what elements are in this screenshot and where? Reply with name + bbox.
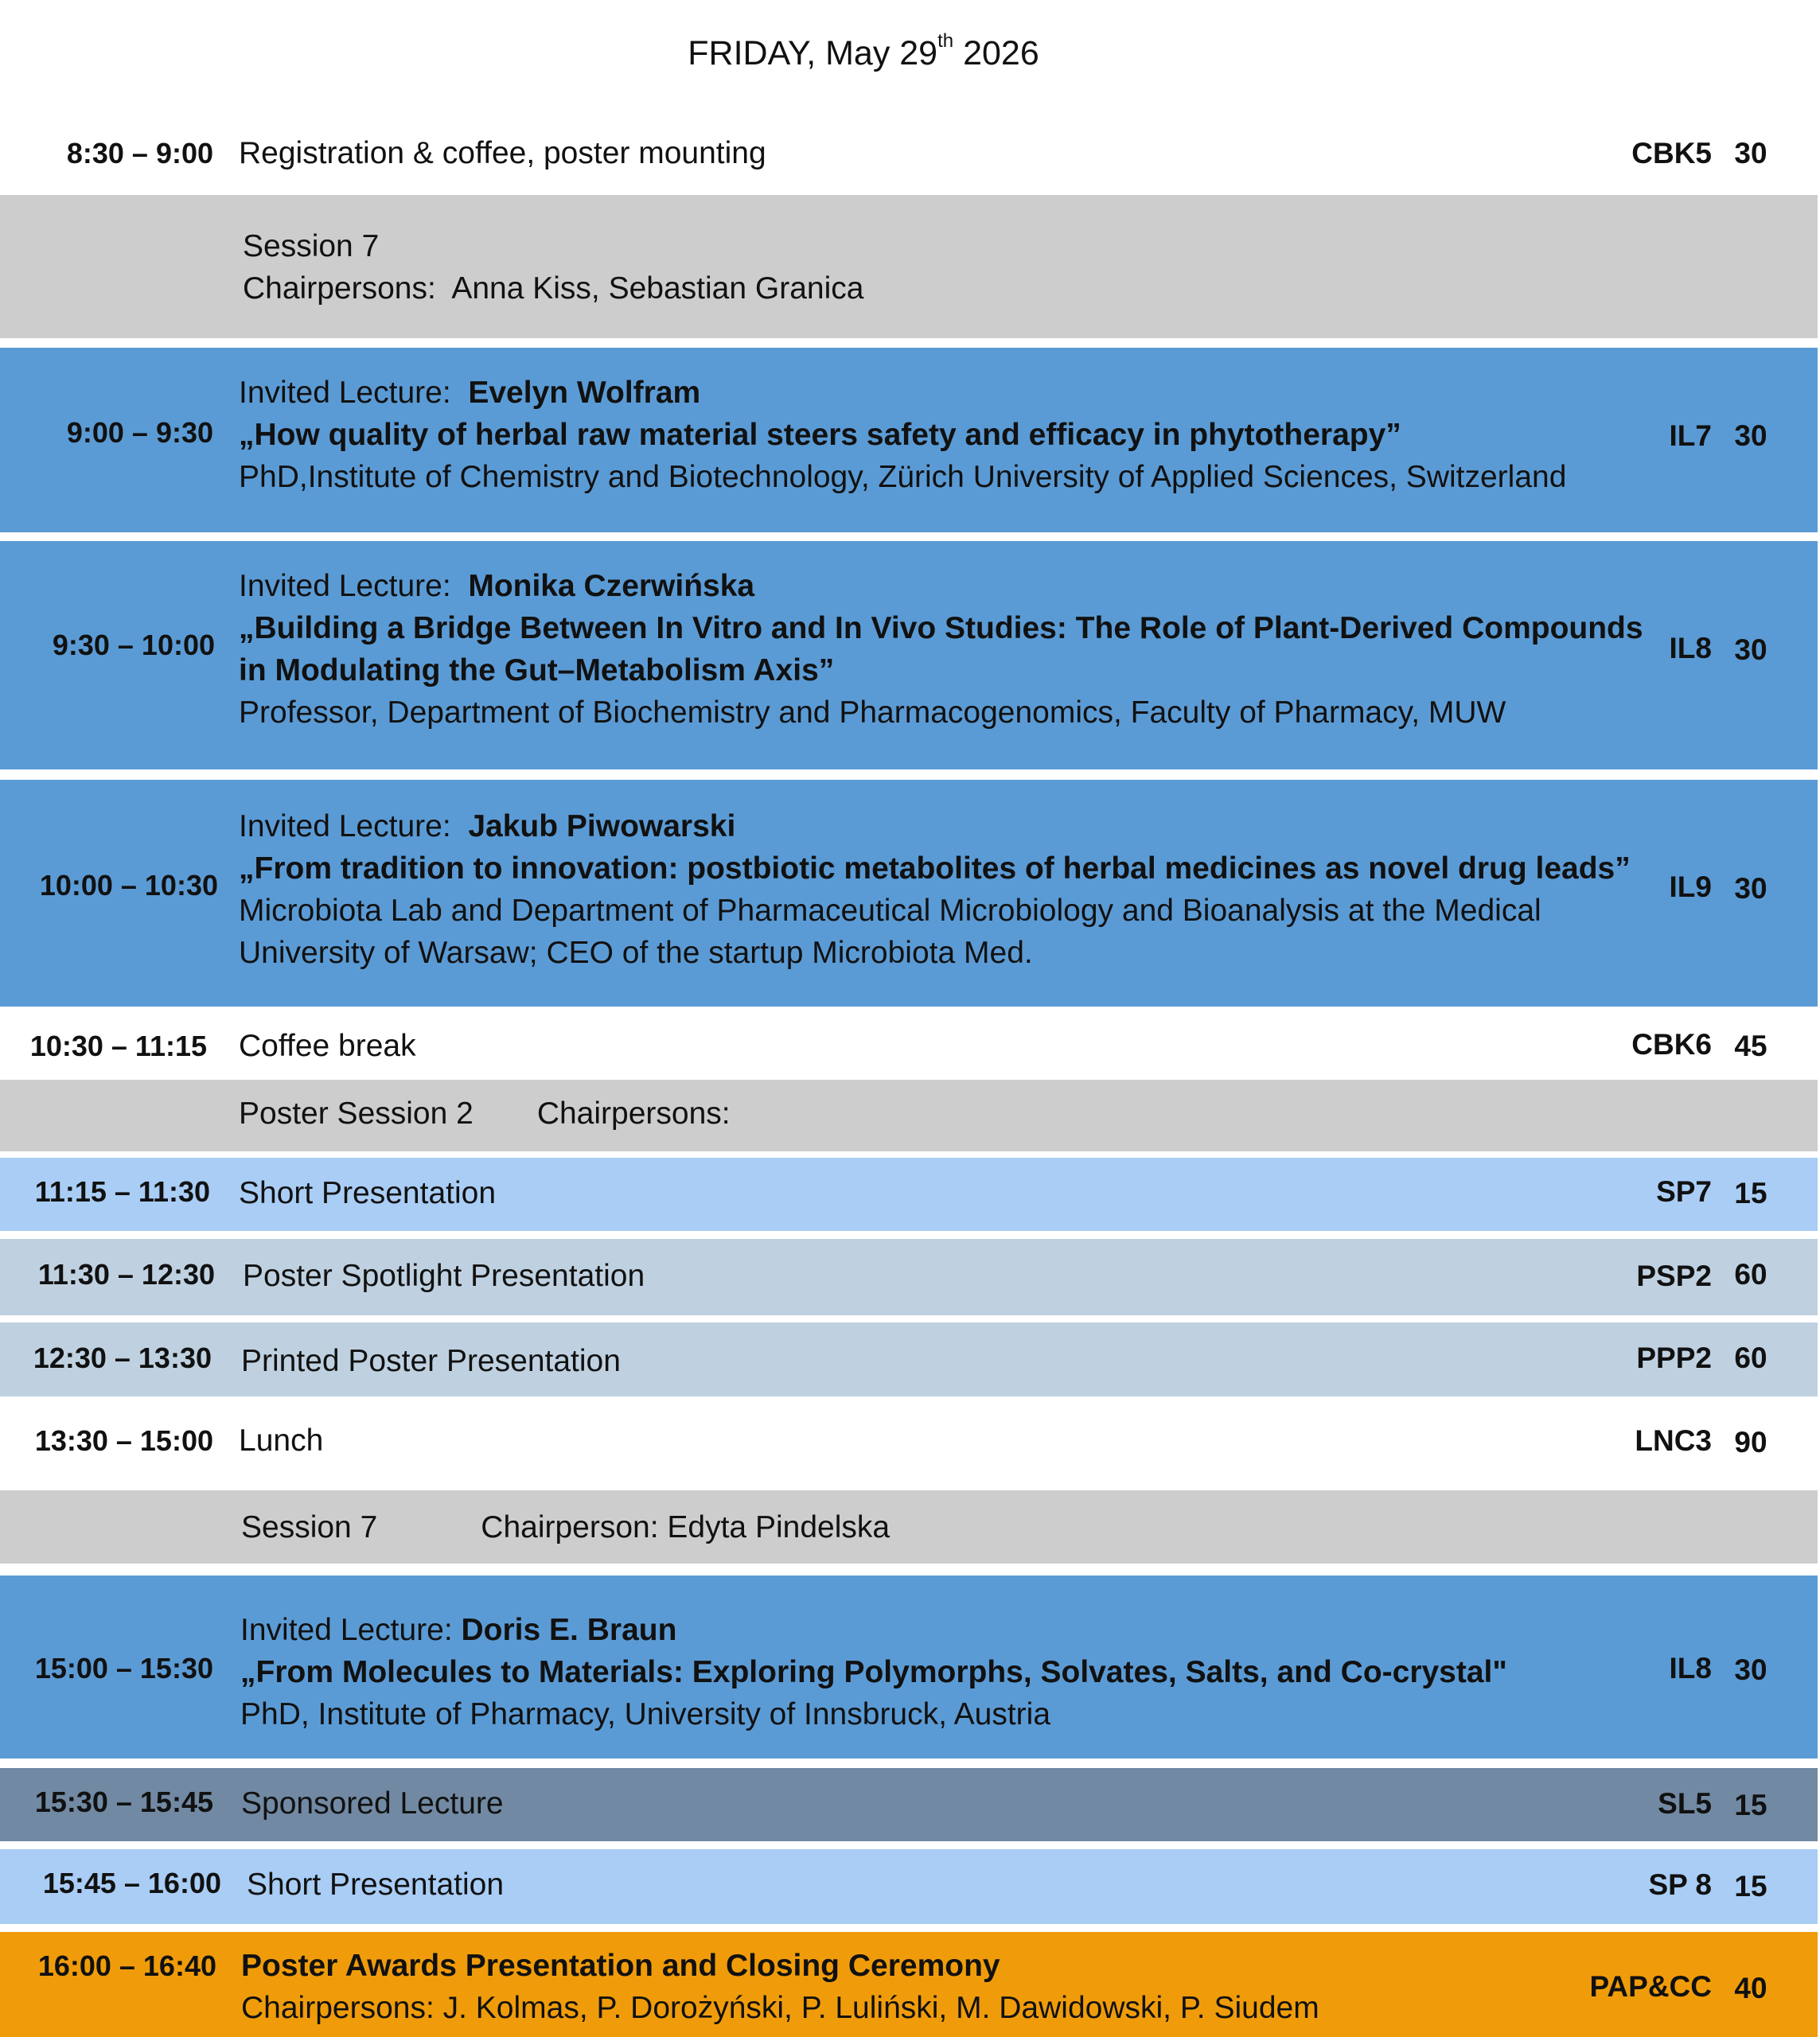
printed-poster-row <box>0 1322 1818 1396</box>
time-label: 9:30 – 10:00 <box>52 629 215 661</box>
short-presentation-row <box>0 1849 1818 1924</box>
lecture-kind: Invited Lecture: <box>239 569 451 603</box>
entry-title: Short Presentation <box>239 1176 497 1210</box>
entry-duration: 30 <box>1734 872 1767 905</box>
entry-duration: 40 <box>1734 1972 1767 2004</box>
entry-duration: 60 <box>1734 1342 1767 1374</box>
lecture-content <box>240 1609 1641 1735</box>
lecture-affiliation: Professor, Department of Biochemistry and Pharmacogenomics, Faculty of Pharmacy, MUW <box>239 695 1506 730</box>
entry-code: SL5 <box>1658 1787 1712 1820</box>
lecture-affiliation-line2: University of Warsaw; CEO of the startup Microbiota Med. <box>239 936 1033 970</box>
entry-duration: 60 <box>1734 1258 1767 1291</box>
entry-code: PPP2 <box>1636 1342 1712 1374</box>
entry-code: IL9 <box>1669 870 1712 903</box>
entry-duration: 45 <box>1734 1030 1767 1062</box>
closing-content <box>241 1945 1642 2029</box>
lecture-content <box>239 565 1643 734</box>
time-label: 15:30 – 15:45 <box>34 1786 213 1818</box>
time-label: 15:45 – 16:00 <box>42 1867 221 1899</box>
lecture-speaker-line <box>239 372 1639 414</box>
time-label: 13:30 – 15:00 <box>34 1424 213 1457</box>
time-label: 8:30 – 9:00 <box>66 137 213 169</box>
lecture-affiliation: PhD, Institute of Pharmacy, University of Innsbruck, Austria <box>240 1697 1051 1731</box>
session-header-row <box>0 195 1818 338</box>
lecture-talk-title-line1: „Building a Bridge Between In Vitro and In Vivo Studies: The Role of Plant-Derived Compounds <box>239 611 1643 645</box>
session-header-row <box>0 1490 1818 1564</box>
poster-session-info <box>239 1093 1639 1135</box>
chair-label: Chairperson: Edyta Pindelska <box>481 1510 891 1544</box>
entry-code: IL8 <box>1669 1652 1712 1685</box>
lecture-speaker-line <box>239 565 1639 607</box>
lecture-talk-title: „How quality of herbal raw material steers safety and efficacy in phytotherapy” <box>239 418 1401 452</box>
registration-row <box>0 127 1818 191</box>
lecture-kind: Invited Lecture: <box>240 1613 453 1647</box>
entry-title: Poster Spotlight Presentation <box>243 1259 645 1293</box>
closing-ceremony-row <box>0 1932 1818 2037</box>
invited-lecture-row <box>0 541 1818 769</box>
entry-code: IL7 <box>1669 419 1712 452</box>
lecture-affiliation: PhD,Institute of Chemistry and Biotechnology, Zürich University of Applied Sciences, Switzerland <box>239 460 1567 494</box>
lecture-talk-title: „From Molecules to Materials: Exploring Polymorphs, Solvates, Salts, and Co-crystal" <box>240 1655 1507 1689</box>
entry-title: Printed Poster Presentation <box>241 1344 621 1378</box>
entry-code: SP 8 <box>1648 1868 1712 1901</box>
time-label: 10:30 – 11:15 <box>29 1030 207 1062</box>
sponsored-lecture-row <box>0 1768 1818 1841</box>
chair-label: Chairpersons: <box>536 1096 731 1131</box>
entry-code: IL8 <box>1669 632 1712 664</box>
poster-session-header-row <box>0 1080 1818 1151</box>
lecture-content <box>239 805 1639 974</box>
chair-label: Chairpersons: <box>243 271 436 306</box>
session-title: Session 7 <box>241 1510 378 1544</box>
lecture-talk-title: „From tradition to innovation: postbiotic metabolites of herbal medicines as novel drug leads” <box>239 851 1631 886</box>
invited-lecture-row <box>0 1575 1818 1759</box>
lunch-row <box>0 1402 1818 1483</box>
entry-duration: 30 <box>1734 137 1767 169</box>
coffee-break-row <box>0 1018 1818 1076</box>
time-label: 12:30 – 13:30 <box>33 1342 212 1374</box>
poster-spotlight-row <box>0 1239 1818 1315</box>
entry-duration: 15 <box>1734 1789 1767 1821</box>
session-title: Session 7 <box>243 229 380 263</box>
lecture-speaker: Monika Czerwińska <box>468 569 755 603</box>
time-label: 9:00 – 9:30 <box>66 416 213 449</box>
session-info <box>243 225 1643 310</box>
title-day: FRIDAY, May 29 <box>688 34 938 72</box>
entry-duration: 90 <box>1734 1426 1767 1459</box>
lecture-kind: Invited Lecture: <box>239 376 451 410</box>
closing-title: Poster Awards Presentation and Closing Ceremony <box>241 1949 1000 1983</box>
lecture-kind: Invited Lecture: <box>239 809 451 843</box>
entry-code: CBK6 <box>1631 1028 1712 1061</box>
short-presentation-row <box>0 1158 1818 1231</box>
page-title <box>0 30 1727 73</box>
time-label: 16:00 – 16:40 <box>37 1949 216 1982</box>
lecture-talk-title-line2: in Modulating the Gut–Metabolism Axis” <box>239 653 835 687</box>
lecture-speaker: Doris E. Braun <box>461 1613 677 1647</box>
lecture-speaker: Jakub Piwowarski <box>468 809 736 843</box>
entry-code: PSP2 <box>1636 1260 1712 1292</box>
title-year: 2026 <box>963 34 1039 72</box>
entry-code: LNC3 <box>1635 1424 1712 1457</box>
title-superscript: th <box>937 30 954 52</box>
time-label: 11:15 – 11:30 <box>34 1175 210 1208</box>
lecture-content <box>239 372 1639 498</box>
entry-title: Registration & coffee, poster mounting <box>239 136 766 170</box>
invited-lecture-row <box>0 780 1818 1007</box>
entry-code: CBK5 <box>1631 137 1712 169</box>
lecture-speaker-line <box>240 1609 1641 1651</box>
entry-duration: 15 <box>1734 1177 1767 1209</box>
lecture-speaker: Evelyn Wolfram <box>468 376 701 410</box>
lecture-speaker-line <box>239 805 1639 847</box>
entry-title: Lunch <box>239 1424 324 1458</box>
lecture-affiliation-line1: Microbiota Lab and Department of Pharmaceutical Microbiology and Bioanalysis at the Medical <box>239 894 1541 928</box>
entry-code: SP7 <box>1656 1175 1712 1208</box>
closing-chairs: Chairpersons: J. Kolmas, P. Dorożyński, P. Luliński, M. Dawidowski, P. Siudem <box>241 1991 1319 2025</box>
entry-title: Short Presentation <box>247 1868 505 1902</box>
time-label: 15:00 – 15:30 <box>34 1652 213 1685</box>
entry-title: Coffee break <box>239 1029 416 1063</box>
entry-duration: 30 <box>1734 1653 1767 1686</box>
session-chairs <box>243 267 1643 310</box>
chair-names: Anna Kiss, Sebastian Granica <box>451 271 864 306</box>
time-label: 10:00 – 10:30 <box>39 869 218 902</box>
entry-duration: 30 <box>1734 633 1767 666</box>
session-info <box>241 1506 1642 1548</box>
entry-duration: 15 <box>1734 1870 1767 1903</box>
entry-code: PAP&CC <box>1589 1970 1712 2003</box>
session-title: Poster Session 2 <box>239 1096 474 1131</box>
entry-title: Sponsored Lecture <box>241 1786 504 1821</box>
time-label: 11:30 – 12:30 <box>37 1258 215 1291</box>
invited-lecture-row <box>0 348 1818 532</box>
entry-duration: 30 <box>1734 419 1767 452</box>
